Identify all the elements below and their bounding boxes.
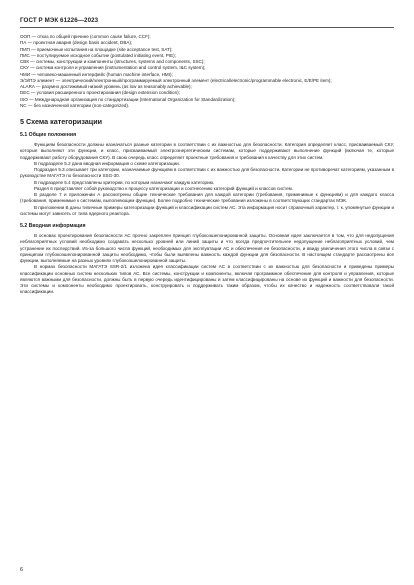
abbreviation-item: ЧМИ — человеко-машинный интерфейс (human machine interface, HMI); [20, 71, 173, 77]
page-content [20, 34, 394, 296]
abbreviation-item: СВК — системы, конструкции и компоненты (structures, systems and components, SSC); [20, 59, 205, 64]
paragraph: В подразделе 5.4 представлены критерии, по которым назначают каждую категорию. [34, 179, 215, 185]
section-heading: 5 Схема категоризации [20, 117, 103, 126]
abbreviation-item: СКУ — система контроля и управления (instrumentation and control system, I&C system); [20, 65, 206, 71]
paragraph: В разделе 7 и приложении А рассмотрены общие технические требования для каждой категории (требования, применимые к функциям) и для каждого класса (требования, применимые к системам, выполняющим функции). Более подробно технические требования изложены в соответствующих стандартах МЭК. [20, 192, 394, 204]
header-divider [20, 27, 394, 28]
abbreviation-item: ALARA — разумно достижимый низкий уровень (as low as reasonably achievable); [20, 84, 192, 89]
abbreviation-item: ПИС — постулируемое исходное событие (postulated initiating event, PIE); [20, 52, 176, 58]
subsection-heading: 5.2 Вводная информация [20, 223, 86, 229]
abbreviation-item: ООП — отказ по общей причине (common cause failure, CCF); [20, 34, 151, 39]
paragraph: В нормах безопасности МАГАТЭ SSR-2/1 изложена идея классификации систем АС в соответствии с их важностью для безопасности и приведены примеры классификации основных систем нескольких типов АС. Все системы, конструкции и компоненты, включая программное обеспечение для контроля и управления, которые являются важными для безопасности, должны быть в первую очередь идентифицированы и затем классифицированы на основе их функций и важности для безопасности. Эти системы и компоненты необходимо проектировать, конструировать и поддерживать таким образом, чтобы их качество и надежность соответствовали такой классификации. [20, 264, 394, 295]
paragraph: В подразделе 5.2 дана вводная информация о схеме категоризации. [34, 160, 180, 166]
abbreviation-list [20, 34, 394, 109]
paragraph: В приложении B даны типичные примеры категоризации функций и классификации систем АС. Эта информация носит справочный характер, т. к. упомянутые функции и системы могут зависеть от типа ядерного реактора. [20, 204, 394, 216]
page-number: 6 [20, 567, 24, 573]
abbreviation-item: Э/Э/ПЭ элемент — электрический/электронный/программируемый электронный элемент (electrical/electronic/programmable electronic, E/E/PE item); [20, 77, 332, 83]
paragraph: Раздел 6 представляет собой руководство к процессу категоризации и соотнесению категорий функций и классов систем. [34, 185, 293, 191]
paragraph: Подраздел 5.3 описывает три категории, назначаемые функциям в соответствии с их важностью для безопасности. Категории не противоречат категориям, указанным в руководстве МАГАТЭ по безопасности SSG-30. [20, 167, 394, 179]
paragraph: Функциям безопасности должны назначаться разные категории в соответствии с их важностью для безопасности. Категория определяет класс, присваиваемый СКУ, которые выполняют эти функции, и класс, присваиваемый электроэнергетическим системам, которые поддерживают выполнение функций (включая те, которые поддерживают работу оборудования СКУ). В свою очередь класс определяет проектные требования и требования к качеству для этих систем. [20, 142, 394, 160]
abbreviation-item: NC — без назначенной категории (non-categorized). [20, 102, 130, 108]
document-header: ГОСТ Р МЭК 61226—2023 [20, 17, 99, 24]
abbreviation-item: ПИП — приемочные испытания на площадке (site acceptance test, SAT); [20, 46, 173, 52]
abbreviation-item: DEC — условия расширенного проектирования (design extension condition); [20, 90, 180, 96]
abbreviation-item: ISO — Международная организация по стандартизации (International Organization for Standardization); [20, 96, 236, 102]
abbreviation-item: ПА — проектная авария (design basis accident, DBA); [20, 40, 133, 46]
subsection-heading: 5.1 Общие положения [20, 132, 77, 138]
paragraph: В основах проектирования безопасности АС прочно закреплен принцип глубокоэшелонированной защиты. Основная идея заключается в том, что для недопущения неблагоприятных условий необходимо создавать несколько уровней или линий защиты и что всегда предпочтительнее недопущение неблагоприятных условий, чем устранение их последствий. Из-за большого числа функций, необходимых для эксплуатации АС и обеспечения ее безопасности, и ввиду увеличения этого числа в связи с принципом глубокоэшелонированной защиты необходимо, чтобы были выявлены важность каждой функции для безопасности. В настоящем стандарте рассмотрены все функции, выполняемые на разных уровнях глубокоэшелонированной защиты. [20, 233, 394, 263]
